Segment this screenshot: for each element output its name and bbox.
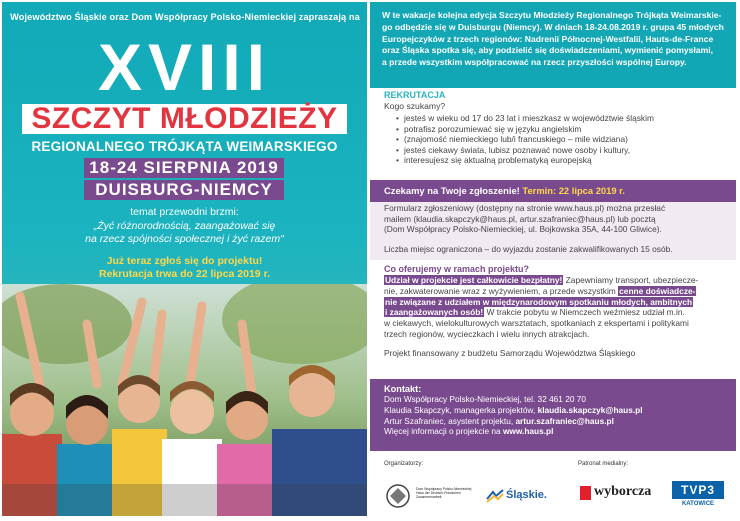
dwpn-logo-text: Dom Współpracy Polsko-Niemieckiej Haus der Deutsch-Polnischen Zusammenarbeit [416, 487, 472, 500]
offer-text: W trakcie pobytu w Niemczech weźmiesz udział m.in. [484, 307, 685, 318]
organizers-label: Organizatorzy: [384, 461, 424, 467]
application-line: Formularz zgłoszeniowy (dostępny na stronie www.haus.pl) można przesłać [384, 203, 666, 213]
silesia-logo: Śląskie. [506, 489, 547, 501]
more-info: Więcej informacji o projekcie na [384, 426, 503, 437]
experience-highlight: cenne doświadcze- [619, 285, 696, 296]
tvp3-katowice: KATOWICE [681, 501, 715, 507]
list-item: • potrafisz porozumiewać się w języku angielskim [384, 124, 726, 135]
offer-text: nie, zakwaterowanie wraz z wyżywieniem, a przede wszystkim [384, 285, 619, 296]
recruitment-question: Kogo szukamy? [384, 101, 446, 111]
offer-text: w ciekawych, wielokulturowych warsztatach, spotkaniach z ekspertami i politykami [384, 318, 689, 329]
application-line: mailem (klaudia.skapczyk@haus.pl, artur.szafraniec@haus.pl) lub pocztą [384, 213, 656, 224]
intro-line: Europejczyków z trzech regionów: Nadrenii Północnej-Westfalii, Hauts-de-France [382, 33, 714, 44]
regional-title: REGIONALNEGO TRÓJKĄTA WEIMARSKIEGO [31, 139, 338, 154]
application-header [384, 185, 625, 196]
contact-line [384, 426, 726, 437]
edition-number: XVIII [97, 30, 272, 104]
funding-note: Projekt finansowany z budżetu Samorządu Województwa Śląskiego [384, 347, 636, 358]
offer-text: trzech regionów, wycieczkach i wielu innych atrakcjach. [384, 328, 590, 339]
summit-title: SZCZYT MŁODZIEŻY [22, 104, 347, 134]
intro-line: go odbędzie się w Duisburgu (Niemcy). W dniach 18-24.08.2019 r. grupa 45 młodych [382, 21, 724, 32]
wyborcza-logo: wyborcza [594, 484, 652, 499]
theme-line: na rzecz spójności społecznej i żyć razem" [85, 233, 284, 245]
application-line: (Dom Współpracy Polsko-Niemieckiej, ul. Bojkowska 35A, 44-100 Gliwice). [384, 224, 662, 235]
website-link[interactable]: www.haus.pl [502, 426, 554, 437]
theme-text [2, 220, 367, 246]
contact-person: Artur Szafraniec, asystent projektu, [384, 415, 516, 426]
experience-highlight: i zaangażowanych osób! [385, 307, 484, 318]
application-body [384, 203, 729, 235]
recruitment-section [370, 88, 736, 184]
recruitment-title: REKRUTACJA [384, 90, 446, 100]
dwpn-emblem-icon [384, 483, 412, 509]
call-to-action [2, 255, 367, 281]
cta-line: Rekrutacja trwa do 22 lipca 2019 r. [98, 268, 270, 280]
footer-logos [370, 453, 736, 516]
theme-label: temat przewodni brzmi: [130, 206, 239, 218]
contact-person: Klaudia Skapczyk, managerka projektów, [384, 404, 538, 415]
list-item: • (znajomość niemieckiego lub/i francuskiego – mile widziana) [384, 134, 726, 145]
application-call: Czekamy na Twoje zgłoszenie! [384, 185, 520, 196]
tvp3-logo: TVP3 [672, 481, 724, 499]
left-panel [2, 2, 367, 516]
experience-highlight: nie związane z udziałem w międzynarodowym spotkaniu młodych, ambitnych [385, 296, 693, 307]
event-city: DUISBURG-NIEMCY [84, 180, 284, 200]
recruitment-list [384, 113, 726, 166]
contact-line [384, 405, 726, 416]
right-panel [370, 2, 736, 516]
intro-line: oraz Śląska spotka się, aby podzielić się doświadczeniami, wymienić pomysłami, [382, 45, 713, 56]
intro-line: a przede wszystkim współpracować na rzecz przyszłości wspólnej Europy. [382, 57, 687, 68]
places-note: Liczba miejsc ograniczona – do wyjazdu zostanie zakwalifikowanych 15 osób. [384, 244, 673, 254]
theme-line: „Żyć różnorodnością, zaangażować się [93, 220, 276, 232]
intro-section [370, 2, 736, 88]
free-participation: Udział w projekcie jest całkowicie bezpłatny! [385, 275, 563, 285]
contact-title: Kontakt: [384, 384, 422, 394]
contact-line [384, 416, 726, 427]
application-deadline: Termin: 22 lipca 2019 r. [522, 185, 625, 196]
offer-section [370, 262, 736, 376]
offer-body [384, 275, 726, 340]
group-photo [2, 284, 367, 516]
list-item: • jesteś w wieku od 17 do 23 lat i mieszkasz w województwie śląskim [384, 113, 726, 124]
cta-line: Już teraz zgłoś się do projektu! [106, 255, 263, 267]
offer-title: Co oferujemy w ramach projektu? [384, 264, 530, 274]
intro-line: W te wakacje kolejna edycja Szczytu Młodzieży Regionalnego Trójkąta Weimarskie- [382, 10, 722, 20]
silesia-mark-icon [486, 489, 504, 503]
list-item: • interesujesz się aktualną problematyką europejską [384, 155, 726, 166]
event-dates: 18-24 SIERPNIA 2019 [84, 158, 284, 178]
list-item: • jesteś ciekawy świata, lubisz poznawać nowe osoby i kultury, [384, 145, 726, 156]
wyborcza-badge-icon [580, 486, 591, 500]
patrons-label: Patronat medialny: [578, 461, 629, 467]
contact-section [370, 379, 736, 451]
invite-text: Województwo Śląskie oraz Dom Współpracy Polsko-Niemieckiej zapraszają na [10, 12, 360, 22]
email-link[interactable]: klaudia.skapczyk@haus.pl [537, 404, 643, 415]
contact-line: Dom Współpracy Polsko-Niemieckiej, tel. 32 461 20 70 [384, 394, 586, 404]
offer-text: Zapewniamy transport, ubezpiecze- [563, 275, 699, 285]
email-link[interactable]: artur.szafraniec@haus.pl [515, 415, 614, 426]
